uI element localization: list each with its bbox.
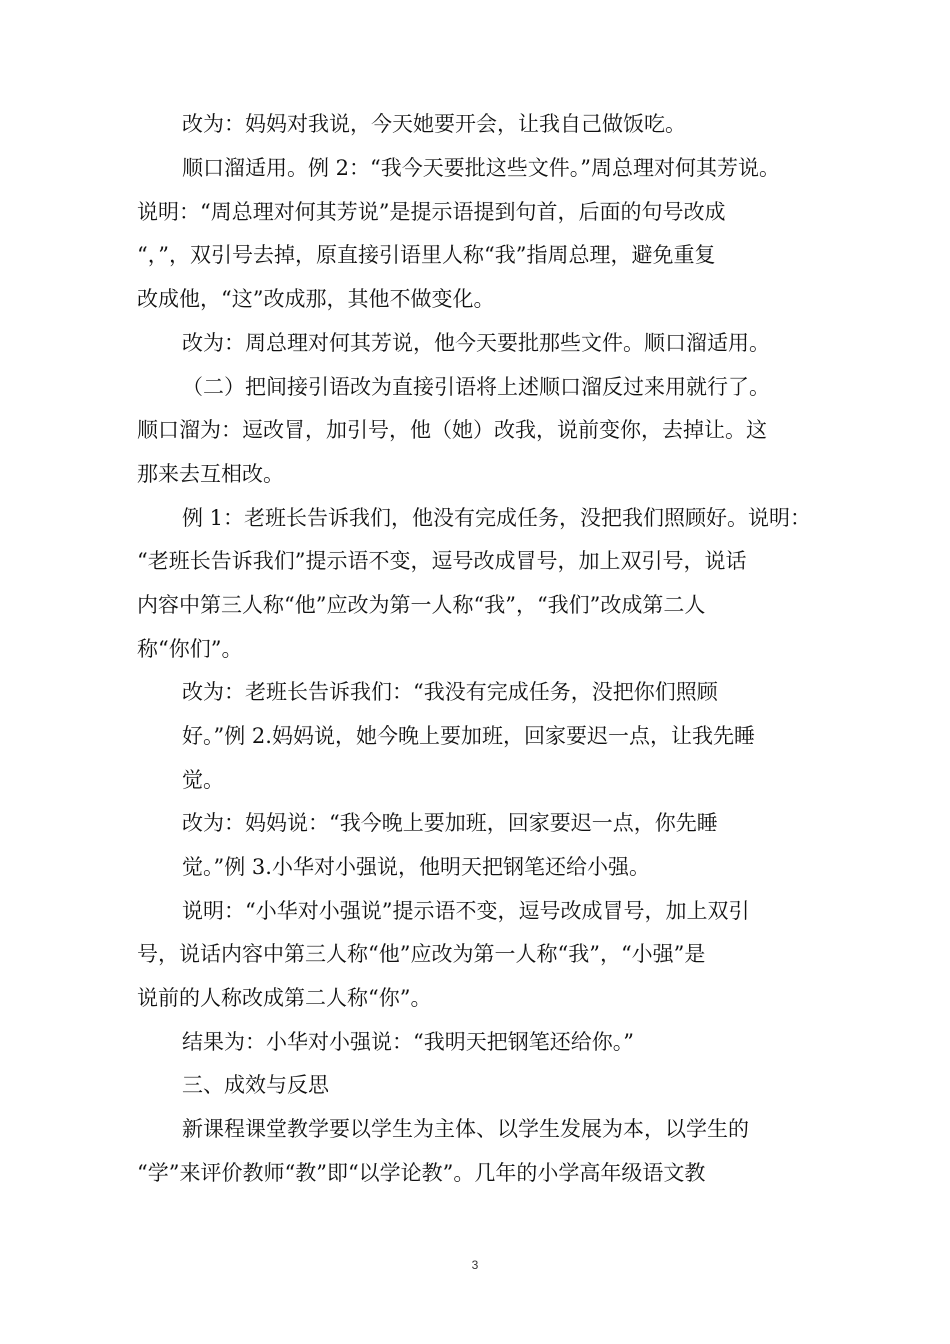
- text-line: “，”，双引号去掉，原直接引语里人称“我”指周总理，避免重复: [137, 243, 716, 267]
- text-line: （二）把间接引语改为直接引语将上述顺口溜反过来用就行了。: [182, 375, 770, 399]
- text-line: “学”来评价教师“教”即“以学论教”。几年的小学高年级语文教: [137, 1161, 706, 1185]
- text-line: 称“你们”。: [137, 637, 243, 661]
- text-line: 好。”例 2.妈妈说，她今晚上要加班，回家要迟一点，让我先睡: [182, 724, 755, 748]
- text-line: 例 1：老班长告诉我们，他没有完成任务，没把我们照顾好。说明：: [182, 506, 812, 530]
- text-line: 觉。”例 3.小华对小强说，他明天把钢笔还给小强。: [182, 855, 650, 879]
- text-line: 顺口溜适用。例 2：“我今天要批这些文件。”周总理对何其芳说。: [182, 156, 781, 180]
- text-line: 改为：周总理对何其芳说，他今天要批那些文件。顺口溜适用。: [182, 331, 770, 355]
- text-line: 说明：“小华对小强说”提示语不变，逗号改成冒号，加上双引: [182, 899, 750, 923]
- text-line: 那来去互相改。: [137, 462, 284, 486]
- text-line: 改为：妈妈说：“我今晚上要加班，回家要迟一点，你先睡: [182, 811, 718, 835]
- section-heading: 三、成效与反思: [182, 1073, 329, 1097]
- text-line: 顺口溜为：逗改冒，加引号，他（她）改我，说前变你，去掉让。这: [137, 418, 767, 442]
- text-line: 号，说话内容中第三人称“他”应改为第一人称“我”，“小强”是: [137, 942, 706, 966]
- text-line: 新课程课堂教学要以学生为主体、以学生发展为本，以学生的: [182, 1117, 749, 1141]
- page-number: 3: [471, 1258, 479, 1272]
- text-line: 改为：老班长告诉我们：“我没有完成任务，没把你们照顾: [182, 680, 718, 704]
- text-line: “老班长告诉我们”提示语不变，逗号改成冒号，加上双引号，说话: [137, 549, 747, 573]
- text-line: 改为：妈妈对我说，今天她要开会，让我自己做饭吃。: [182, 112, 686, 136]
- text-line: 觉。: [182, 768, 224, 792]
- text-line: 结果为：小华对小强说：“我明天把钢笔还给你。”: [182, 1030, 634, 1054]
- text-line: 改成他，“这”改成那，其他不做变化。: [137, 287, 495, 311]
- text-line: 说明：“周总理对何其芳说”是提示语提到句首，后面的句号改成: [137, 200, 726, 224]
- text-line: 内容中第三人称“他”应改为第一人称“我”，“我们”改成第二人: [137, 593, 706, 617]
- text-line: 说前的人称改成第二人称“你”。: [137, 986, 432, 1010]
